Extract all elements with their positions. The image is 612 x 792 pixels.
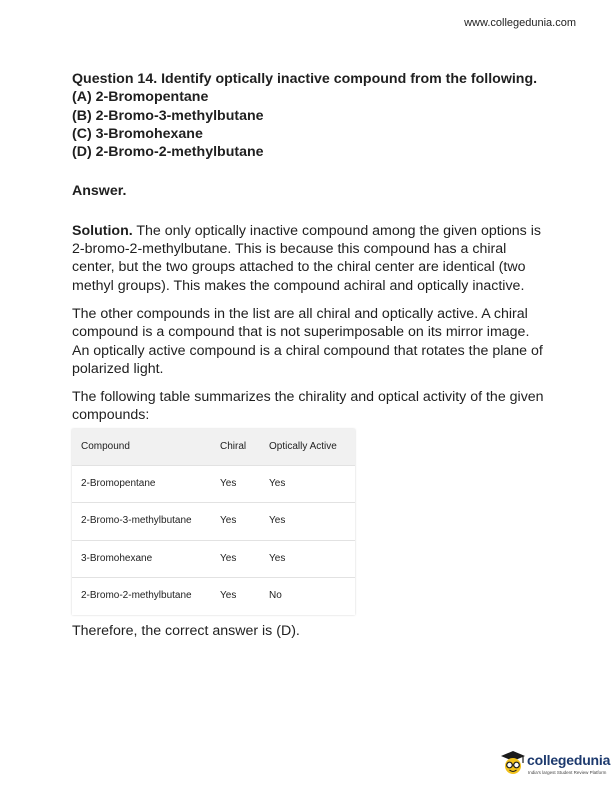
cell-compound: 2-Bromopentane <box>72 465 211 503</box>
table-header-row <box>72 429 355 466</box>
answer-label: Answer. <box>72 183 127 200</box>
logo-tagline: India's largest Student Review Platform <box>528 770 607 775</box>
compound-table <box>72 429 355 615</box>
chirality-paragraph: The other compounds in the list are all chiral and optically active. A chiral compound is a compound that is not superimposable on its mirror image. An optically active compound is a chiral compound that rotates the plane of polarized light. <box>72 305 543 377</box>
collegedunia-logo[interactable] <box>499 748 611 780</box>
cell-optically-active: Yes <box>260 503 355 541</box>
cell-optically-active: Yes <box>260 465 355 503</box>
cell-compound: 2-Bromo-2-methylbutane <box>72 578 211 615</box>
question-block <box>72 70 544 161</box>
option-d: (D) 2-Bromo-2-methylbutane <box>72 144 264 161</box>
option-b: (B) 2-Bromo-3-methylbutane <box>72 107 264 124</box>
graduate-mascot-icon <box>499 748 527 776</box>
table-row <box>72 578 355 615</box>
solution-label: Solution. <box>72 222 133 239</box>
document-content <box>72 70 544 640</box>
cell-chiral: Yes <box>211 540 260 578</box>
cell-chiral: Yes <box>211 465 260 503</box>
header-compound: Compound <box>81 440 130 452</box>
cell-chiral: Yes <box>211 578 260 615</box>
conclusion: Therefore, the correct answer is (D). <box>72 622 300 639</box>
option-c: (C) 3-Bromohexane <box>72 125 203 142</box>
solution-text: The only optically inactive compound among the given options is 2-bromo-2-methylbutane. This is because this compound has a chiral center, but the two groups attached to the chiral center are identical (two methyl groups). This makes the compound achiral and optically inactive. <box>72 222 541 294</box>
table-row <box>72 465 355 503</box>
header-optically-active: Optically Active <box>269 440 337 452</box>
table-row <box>72 540 355 578</box>
cell-chiral: Yes <box>211 503 260 541</box>
cell-compound: 2-Bromo-3-methylbutane <box>72 503 211 541</box>
logo-name: collegedunia <box>527 752 611 768</box>
question-title: Question 14. Identify optically inactive compound from the following. <box>72 71 538 87</box>
cell-optically-active: Yes <box>260 540 355 578</box>
solution-paragraph <box>72 222 544 295</box>
header-chiral: Chiral <box>220 440 247 452</box>
table-intro-paragraph: The following table summarizes the chirality and optical activity of the given compounds: <box>72 389 544 424</box>
cell-optically-active: No <box>260 578 355 615</box>
table-row <box>72 503 355 541</box>
cell-compound: 3-Bromohexane <box>72 540 211 578</box>
site-url[interactable]: www.collegedunia.com <box>464 17 576 29</box>
option-a: (A) 2-Bromopentane <box>72 89 209 106</box>
